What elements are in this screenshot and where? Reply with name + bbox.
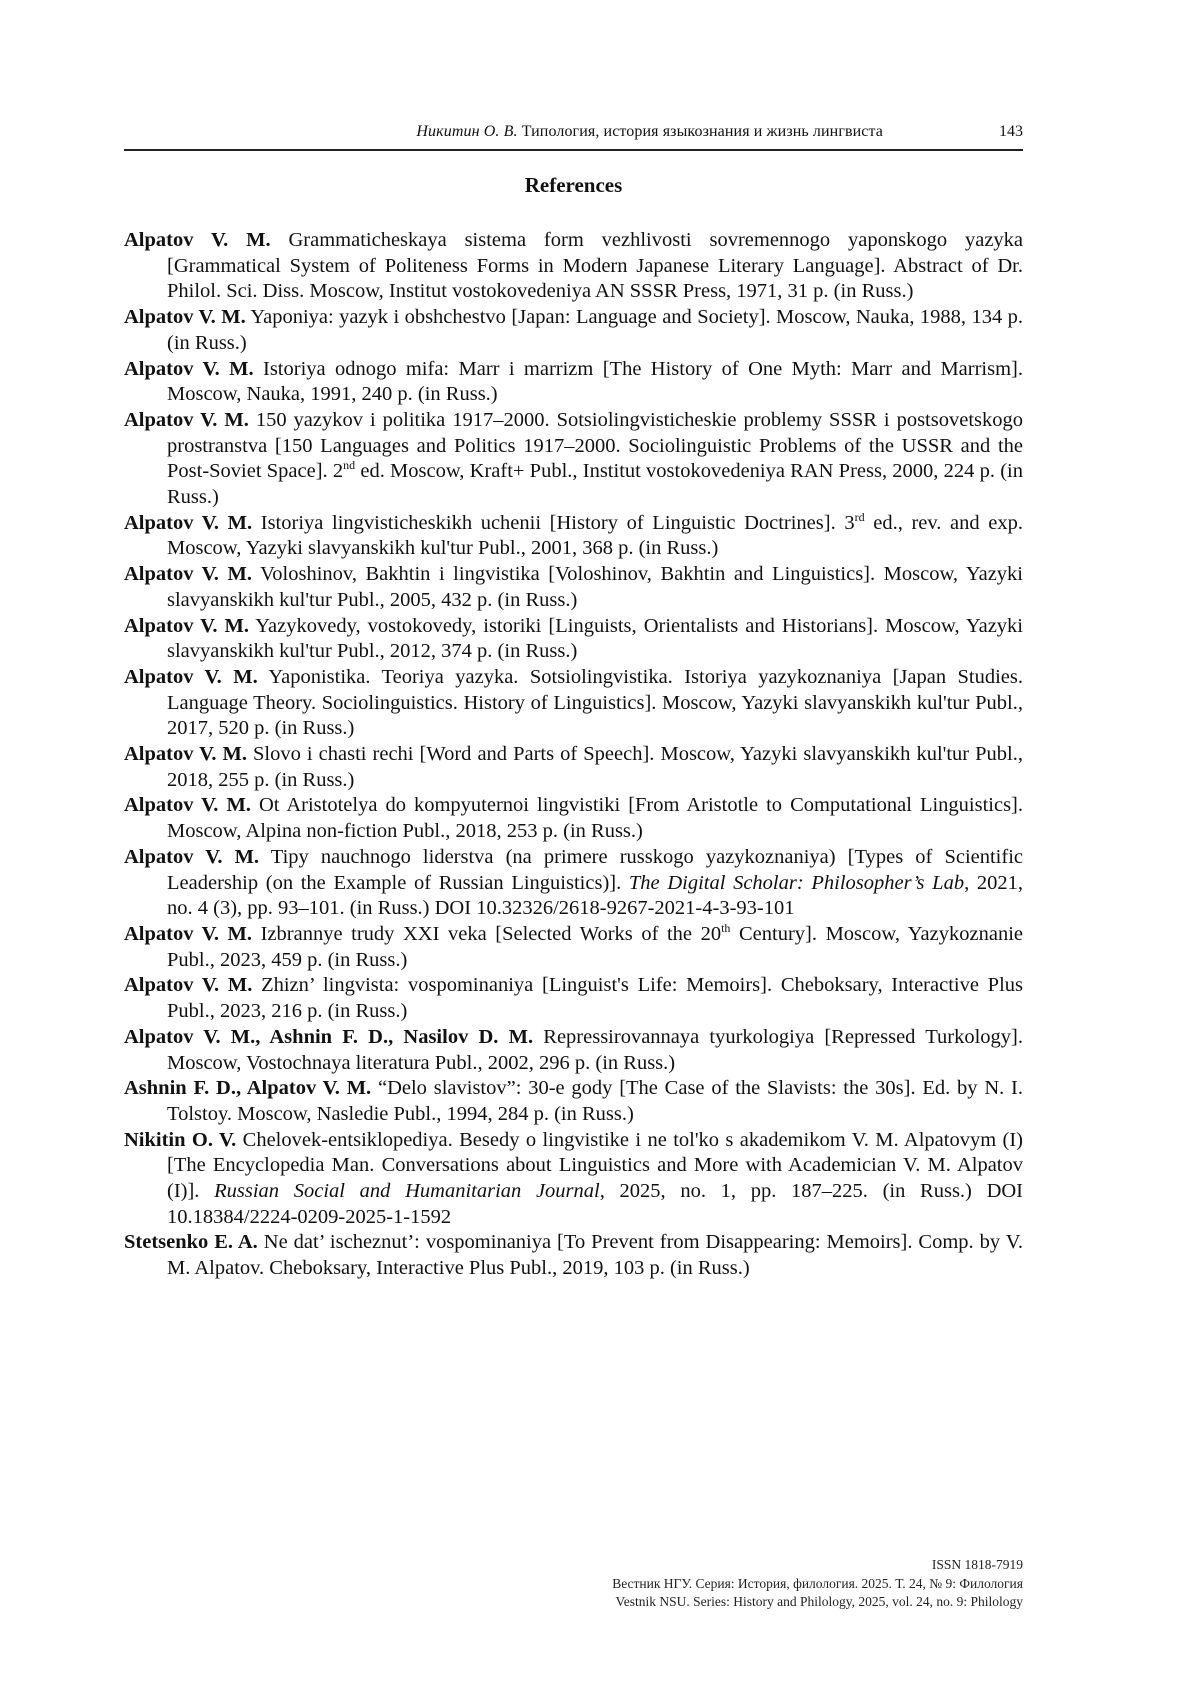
ordinal-superscript: rd [854,509,865,524]
running-header-title [416,123,883,141]
journal-footer [612,1556,1023,1612]
ordinal-superscript: nd [343,458,356,473]
footer-journal-ru: Вестник НГУ. Серия: История, филология. 2025. Т. 24, № 9: Филология [612,1575,1023,1591]
reference-text: Ot Aristotelya do kompyuternoi lingvistiki [From Aristotle to Computational Linguistics]. Moscow, Alpina non-fiction Publ., 2018, 253 p. (in Russ.) [167,794,1023,843]
reference-author: Alpatov V. M. [124,306,246,329]
reference-author: Alpatov V. M. [124,743,247,766]
reference-text: Slovo i chasti rechi [Word and Parts of Speech]. Moscow, Yazyki slavyanskikh kul'tur Publ., 2018, 255 p. (in Russ.) [167,743,1024,791]
section-title: References [524,173,623,197]
reference-text: Grammaticheskaya sistema form vezhlivosti sovremennogo yaponskogo yazyka [Grammatical System of Politeness Forms in Modern Japanese Literary Language]. Abstract of Dr. Philol. Sci. Diss. Moscow, Institut vostokovedeniya AN SSSR Press, 1971, 31 p. (in Russ.) [167,229,1024,303]
reference-item [124,1076,1023,1127]
reference-author: Nikitin O. V. [124,1128,237,1151]
reference-item [124,973,1023,1024]
reference-text: Ne dat’ ischeznut’: vospominaniya [To Prevent from Disappearing: Memoirs]. Comp. by V. M. Alpatov. Cheboksary, Interactive Plus Publ., 2019, 103 p. (in Russ.) [167,1231,1024,1280]
page-number: 143 [999,123,1023,140]
reference-item [124,793,1023,844]
reference-item [124,845,1023,922]
reference-item [124,228,1023,305]
reference-journal: The Digital Scholar: Philosopher’s Lab [628,871,965,894]
reference-author: Alpatov V. M., Ashnin F. D., Nasilov D. M. [124,1025,534,1048]
reference-author: Ashnin F. D., Alpatov V. M. [124,1077,372,1100]
reference-text: Chelovek-entsiklopediya. Besedy o lingvistike i ne tol'ko s akademikom V. M. Alpatovym (I) [The Encyclopedia Man. Conversations about Linguistics and More with Academician V. M. Alpatov (I)]. [167,1128,1024,1203]
footer-journal-en: Vestnik NSU. Series: History and Philology, 2025, vol. 24, no. 9: Philology [615,1594,1023,1609]
reference-item [124,742,1023,793]
reference-item [124,665,1023,742]
reference-text: Yaponiya: yazyk i obshchestvo [Japan: Language and Society]. Moscow, Nauka, 1988, 134 p. (in Russ.) [167,306,1023,354]
reference-author: Alpatov V. M. [124,665,258,688]
reference-list [124,228,1023,1282]
reference-author: Alpatov V. M. [124,845,260,868]
running-header [124,121,1023,151]
reference-author: Alpatov V. M. [124,511,253,534]
reference-author: Alpatov V. M. [124,408,249,431]
reference-item [124,1025,1023,1076]
running-header-author: Никитин О. В. [416,123,518,140]
running-header-article-title: Типология, история языкознания и жизнь лингвиста [521,123,883,140]
reference-item [124,922,1023,973]
reference-text: Tipy nauchnogo liderstva (na primere russkogo yazykoznaniya) [Types of Scientific Leadership (on the Example of Russian Linguistics)]. [167,845,1023,894]
reference-text: “Delo slavistov”: 30-e gody [The Case of the Slavists: the 30s]. Ed. by N. I. Tolstoy. Moscow, Nasledie Publ., 1994, 284 p. (in Russ.) [167,1077,1023,1125]
reference-text: Istoriya lingvisticheskikh uchenii [History of Linguistic Doctrines]. 3 [260,511,855,534]
reference-text: Izbrannye trudy XXI veka [Selected Works of the 20 [260,922,722,945]
reference-author: Alpatov V. M. [124,794,251,817]
reference-text: Repressirovannaya tyurkologiya [Repressed Turkology]. Moscow, Vostochnaya literatura Publ., 2002, 296 p. (in Russ.) [167,1025,1024,1074]
reference-author: Alpatov V. M. [124,614,249,637]
reference-item [124,562,1023,613]
reference-item [124,511,1023,562]
reference-author: Alpatov V. M. [124,974,253,997]
reference-text: Voloshinov, Bakhtin i lingvistika [Voloshinov, Bakhtin and Linguistics]. Moscow, Yazyki slavyanskikh kul'tur Publ., 2005, 432 p. (in Russ.) [167,563,1023,611]
reference-author: Alpatov V. M. [124,357,254,380]
reference-item [124,357,1023,408]
reference-author: Alpatov V. M. [124,922,253,945]
reference-journal: Russian Social and Humanitarian Journal [214,1180,600,1203]
reference-text: Istoriya odnogo mifa: Marr i marrizm [The History of One Myth: Marr and Marrism]. Moscow, Nauka, 1991, 240 p. (in Russ.) [167,357,1023,406]
reference-text: , 2025, no. 1, pp. 187–225. (in Russ.) DOI 10.18384/2224-0209-2025-1-1592 [167,1180,1024,1228]
reference-item [124,408,1023,511]
reference-text: Century]. Moscow, Yazykoznanie Publ., 2023, 459 p. (in Russ.) [167,922,1023,971]
reference-text: , 2021, no. 4 (3), pp. 93–101. (in Russ.) DOI 10.32326/2618-9267-2021-4-3-93-101 [167,871,1023,920]
reference-item [124,305,1023,356]
reference-text: Yaponistika. Teoriya yazyka. Sotsiolingvistika. Istoriya yazykoznaniya [Japan Studies. Language Theory. Sociolinguistics. History of Linguistics]. Moscow, Yazyki slavyanskikh kul'tur Publ., 2017, 520 p. (in Russ.) [167,665,1023,740]
reference-text: ed. Moscow, Kraft+ Publ., Institut vostokovedeniya RAN Press, 2000, 224 p. (in Russ.) [167,460,1023,509]
reference-item [124,1128,1023,1231]
reference-text: ed., rev. and exp. Moscow, Yazyki slavyanskikh kul'tur Publ., 2001, 368 p. (in Russ.) [167,511,1023,560]
reference-author: Alpatov V. M. [124,563,252,586]
reference-text: Zhizn’ lingvista: vospominaniya [Linguist's Life: Memoirs]. Cheboksary, Interactive Plus Publ., 2023, 216 p. (in Russ.) [167,974,1024,1023]
reference-item [124,614,1023,665]
footer-issn: ISSN 1818-7919 [931,1557,1023,1572]
reference-text: 150 yazykov i politika 1917–2000. Sotsiolingvisticheskie problemy SSSR i postsovetskogo prostranstva [150 Languages and Politics 1917–2000. Sociolinguistic Problems of the USSR and the Post-Soviet Space]. 2 [167,408,1023,483]
reference-text: Yazykovedy, vostokovedy, istoriki [Linguists, Orientalists and Historians]. Moscow, Yazyki slavyanskikh kul'tur Publ., 2012, 374 p. (in Russ.) [167,614,1024,663]
ordinal-superscript: th [721,920,731,935]
reference-author: Alpatov V. M. [124,229,271,251]
reference-author: Stetsenko E. A. [124,1231,258,1254]
reference-item [124,1230,1023,1281]
